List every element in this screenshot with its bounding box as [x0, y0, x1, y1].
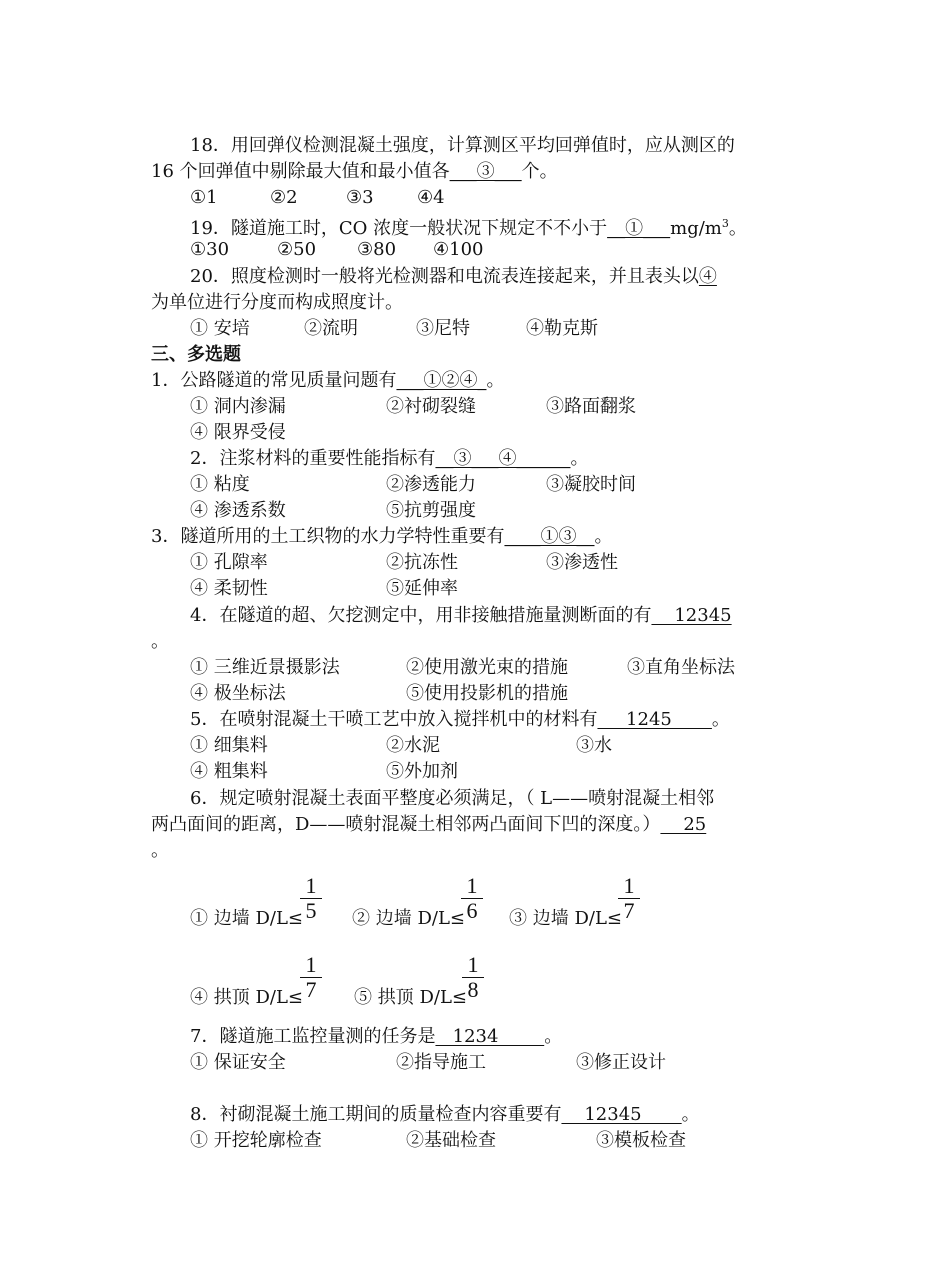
m4-period: 。	[151, 631, 169, 652]
m4-option: ③直角坐标法	[627, 657, 735, 678]
m7-line: 7．隧道施工监控量测的任务是 1234 。	[190, 1026, 563, 1047]
m2-option: ① 粘度	[190, 474, 250, 495]
m1-option: ②衬砌裂缝	[386, 396, 476, 417]
m6-option-label: ⑤ 拱顶 D/L≤	[354, 987, 467, 1008]
m5-option: ②水泥	[386, 735, 440, 756]
m6-fraction: $\frac{1}{6}$	[461, 874, 483, 923]
m1-option: ① 洞内渗漏	[190, 396, 286, 417]
m1-answer: ___①②④_	[396, 370, 487, 391]
m6-period: 。	[151, 840, 169, 861]
m4-line: 4．在隧道的超、欠挖测定中，用非接触措施量测断面的有 12345	[190, 605, 732, 626]
m4-answer: 12345	[651, 605, 732, 626]
m6-line1: 6．规定喷射混凝土表面平整度必须满足，（ L——喷射混凝土相邻	[190, 788, 715, 809]
m6-fraction: $\frac{1}{8}$	[462, 953, 484, 1002]
m3-option: ① 孔隙率	[190, 552, 268, 573]
q18-option: ②2	[270, 187, 298, 208]
m8-answer: 12345	[561, 1104, 682, 1125]
m4-option: ① 三维近景摄影法	[190, 657, 340, 678]
q20-option: ②流明	[304, 318, 358, 339]
m6-option-label: ③ 边墙 D/L≤	[509, 908, 622, 929]
m2-option: ⑤抗剪强度	[386, 500, 476, 521]
q19-option: ③80	[357, 239, 397, 260]
q20-line1: 20．照度检测时一般将光检测器和电流表连接起来，并且表头以④	[190, 266, 717, 287]
m7-option: ① 保证安全	[190, 1052, 286, 1073]
m4-option: ⑤使用投影机的措施	[406, 683, 568, 704]
q18-option: ④4	[417, 187, 445, 208]
m8-line: 8．衬砌混凝土施工期间的质量检查内容重要有 12345 。	[190, 1104, 700, 1125]
m8-option: ③模板检查	[596, 1130, 686, 1151]
m5-option: ① 细集料	[190, 735, 268, 756]
q19-line: 19．隧道施工时，CO 浓度一般状况下规定不不小于$\_\_①\_\_\_mg/m^3$。	[190, 217, 747, 239]
q19-option: ②50	[277, 239, 317, 260]
q18-line1: 18．用回弹仪检测混凝土强度，计算测区平均回弹值时，应从测区的	[190, 135, 735, 156]
m3-option: ②抗冻性	[386, 552, 458, 573]
q20-option: ① 安培	[190, 318, 250, 339]
m4-option: ②使用激光束的措施	[406, 657, 568, 678]
m3-line: 3．隧道所用的土工织物的水力学特性重要有____①③__。	[151, 526, 613, 547]
m2-option: ③凝胶时间	[546, 474, 636, 495]
q18-answer: ___③___	[449, 161, 522, 182]
q19-option: ④100	[433, 239, 484, 260]
m5-answer: 1245	[597, 709, 712, 730]
q20-line2: 为单位进行分度而构成照度计。	[151, 292, 403, 313]
m2-option: ②渗透能力	[386, 474, 476, 495]
q20-option: ④勒克斯	[526, 318, 598, 339]
q18-option: ③3	[346, 187, 374, 208]
m5-option: ④ 粗集料	[190, 761, 268, 782]
m8-option: ②基础检查	[406, 1130, 496, 1151]
m1-option: ④ 限界受侵	[190, 422, 286, 443]
m3-option: ④ 柔韧性	[190, 578, 268, 599]
m6-fraction: $\frac{1}{5}$	[300, 874, 322, 923]
q20-answer: ④	[698, 266, 717, 287]
m5-line: 5．在喷射混凝土干喷工艺中放入搅拌机中的材料有 1245 。	[190, 709, 730, 730]
m6-option-label: ① 边墙 D/L≤	[190, 908, 303, 929]
m3-answer: ____①③__	[504, 526, 595, 547]
q20-option: ③尼特	[416, 318, 470, 339]
m5-option: ③水	[576, 735, 612, 756]
section-title: 三、多选题	[151, 344, 241, 365]
m8-option: ① 开挖轮廓检查	[190, 1130, 322, 1151]
m2-answer: __③___④______	[435, 448, 571, 469]
q19-option: ①30	[190, 239, 230, 260]
m3-option: ⑤延伸率	[386, 578, 458, 599]
m5-option: ⑤外加剂	[386, 761, 458, 782]
q18-line2: 16 个回弹值中剔除最大值和最小值各___③___个。	[151, 161, 558, 182]
m7-answer: 1234	[435, 1026, 545, 1047]
m6-line2: 两凸面间的距离，D——喷射混凝土相邻两凸面间下凹的深度。） 25	[151, 814, 707, 835]
m2-line: 2．注浆材料的重要性能指标有__③___④______。	[190, 448, 589, 469]
q19-answer: __①___	[607, 218, 671, 239]
m6-answer: 25	[660, 814, 707, 835]
m1-line: 1．公路隧道的常见质量问题有___①②④_。	[151, 370, 505, 391]
m6-fraction: $\frac{1}{7}$	[618, 874, 640, 923]
m4-option: ④ 极坐标法	[190, 683, 286, 704]
q18-option: ①1	[190, 187, 218, 208]
m6-option-label: ② 边墙 D/L≤	[352, 908, 465, 929]
m2-option: ④ 渗透系数	[190, 500, 286, 521]
m7-option: ②指导施工	[396, 1052, 486, 1073]
m6-fraction: $\frac{1}{7}$	[300, 953, 322, 1002]
m6-option-label: ④ 拱顶 D/L≤	[190, 987, 303, 1008]
m3-option: ③渗透性	[546, 552, 618, 573]
m1-option: ③路面翻浆	[546, 396, 636, 417]
m7-option: ③修正设计	[576, 1052, 666, 1073]
